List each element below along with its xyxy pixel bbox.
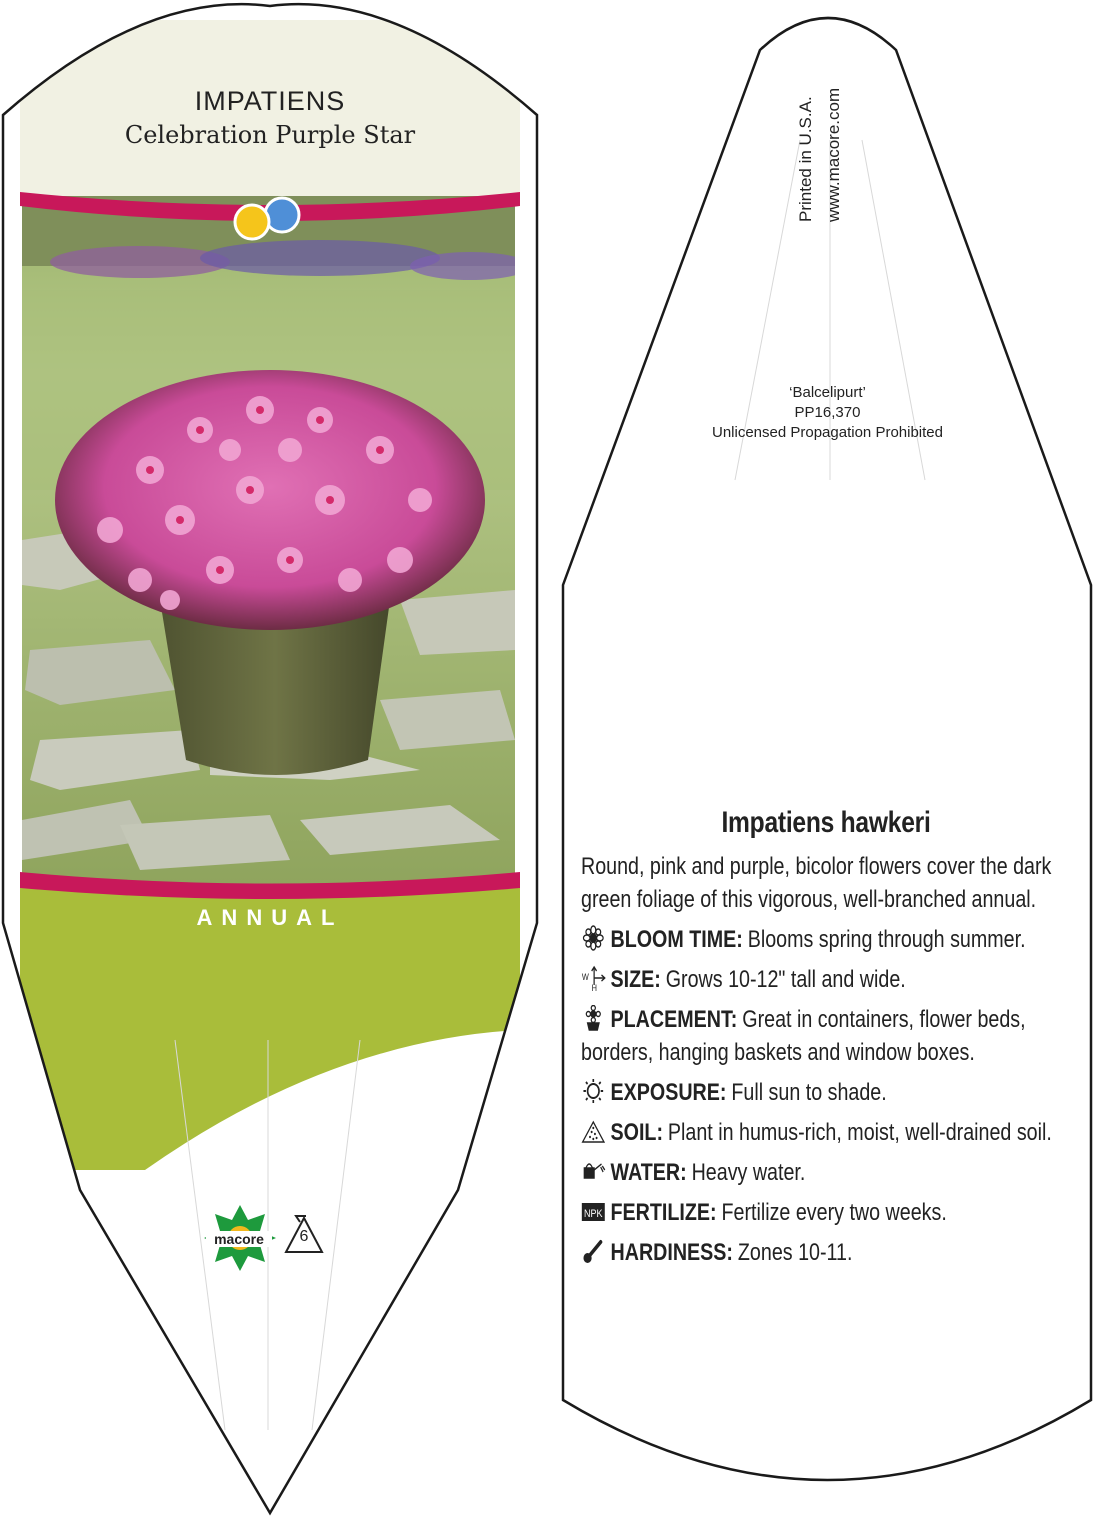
flower-icon <box>581 925 606 951</box>
attribute-text: Great in containers, flower beds, borders, hanging baskets and window boxes. <box>581 1006 1026 1066</box>
attribute-fertilize <box>581 1196 1070 1229</box>
genus-name: IMPATIENS <box>194 86 346 116</box>
blue-color-dot <box>265 198 299 232</box>
size-arrows-icon <box>581 965 606 991</box>
botanical-name: Impatiens hawkeri <box>721 806 931 839</box>
front-header <box>40 86 500 149</box>
print-info <box>792 52 852 222</box>
printed-in-text: Printed in U.S.A. <box>796 96 815 222</box>
attribute-label: SIZE: <box>610 966 661 993</box>
attribute-text: Full sun to shade. <box>731 1079 887 1106</box>
npk-icon <box>581 1198 606 1224</box>
recycle-code: 6 <box>299 1228 309 1245</box>
attribute-label: EXPOSURE: <box>610 1079 727 1106</box>
yellow-color-dot <box>235 205 269 239</box>
attribute-text: Heavy water. <box>691 1159 806 1186</box>
attribute-text: Plant in humus-rich, moist, well-drained soil. <box>667 1119 1052 1146</box>
attribute-text: Grows 10-12" tall and wide. <box>665 966 906 993</box>
attribute-label: WATER: <box>610 1159 687 1186</box>
plant-description: Round, pink and purple, bicolor flowers cover the dark green foliage of this vigorous, well-branched annual. <box>581 853 1052 913</box>
cultivar-name: Celebration Purple Star <box>124 121 416 149</box>
attribute-label: FERTILIZE: <box>610 1199 717 1226</box>
attribute-size <box>581 963 1070 996</box>
attribute-water <box>581 1156 1070 1189</box>
size-width-letter: W <box>581 972 589 983</box>
variety-code: ‘Balcelipurt’ <box>789 384 866 401</box>
attribute-exposure <box>581 1076 1070 1109</box>
sun-icon <box>581 1078 606 1104</box>
size-height-letter: H <box>591 983 597 991</box>
npk-text: NPK <box>584 1208 603 1221</box>
attribute-label: PLACEMENT: <box>610 1006 738 1033</box>
front-tag <box>0 0 540 1519</box>
website-text: www.macore.com <box>824 87 843 222</box>
watering-can-icon <box>581 1158 606 1184</box>
patent-block <box>620 383 1035 443</box>
plant-photo <box>22 196 530 902</box>
attribute-label: HARDINESS: <box>610 1239 733 1266</box>
attribute-label: BLOOM TIME: <box>610 926 743 953</box>
placement-flower-icon <box>581 1005 606 1031</box>
attribute-label: SOIL: <box>610 1119 663 1146</box>
attribute-text: Fertilize every two weeks. <box>721 1199 947 1226</box>
care-info <box>581 806 1071 1276</box>
attribute-text: Zones 10-11. <box>737 1239 853 1266</box>
attribute-soil <box>581 1116 1070 1149</box>
category-label: ANNUAL <box>196 905 344 930</box>
attribute-text: Blooms spring through summer. <box>747 926 1026 953</box>
brand-logo-text: macore <box>206 1231 272 1247</box>
patent-number: PP16,370 <box>794 404 861 421</box>
attribute-placement <box>581 1003 1070 1069</box>
thermometer-icon <box>581 1238 606 1264</box>
propagation-notice: Unlicensed Propagation Prohibited <box>712 424 943 441</box>
attribute-bloom-time <box>581 923 1070 956</box>
soil-icon <box>581 1118 606 1144</box>
attribute-hardiness <box>581 1236 1070 1269</box>
